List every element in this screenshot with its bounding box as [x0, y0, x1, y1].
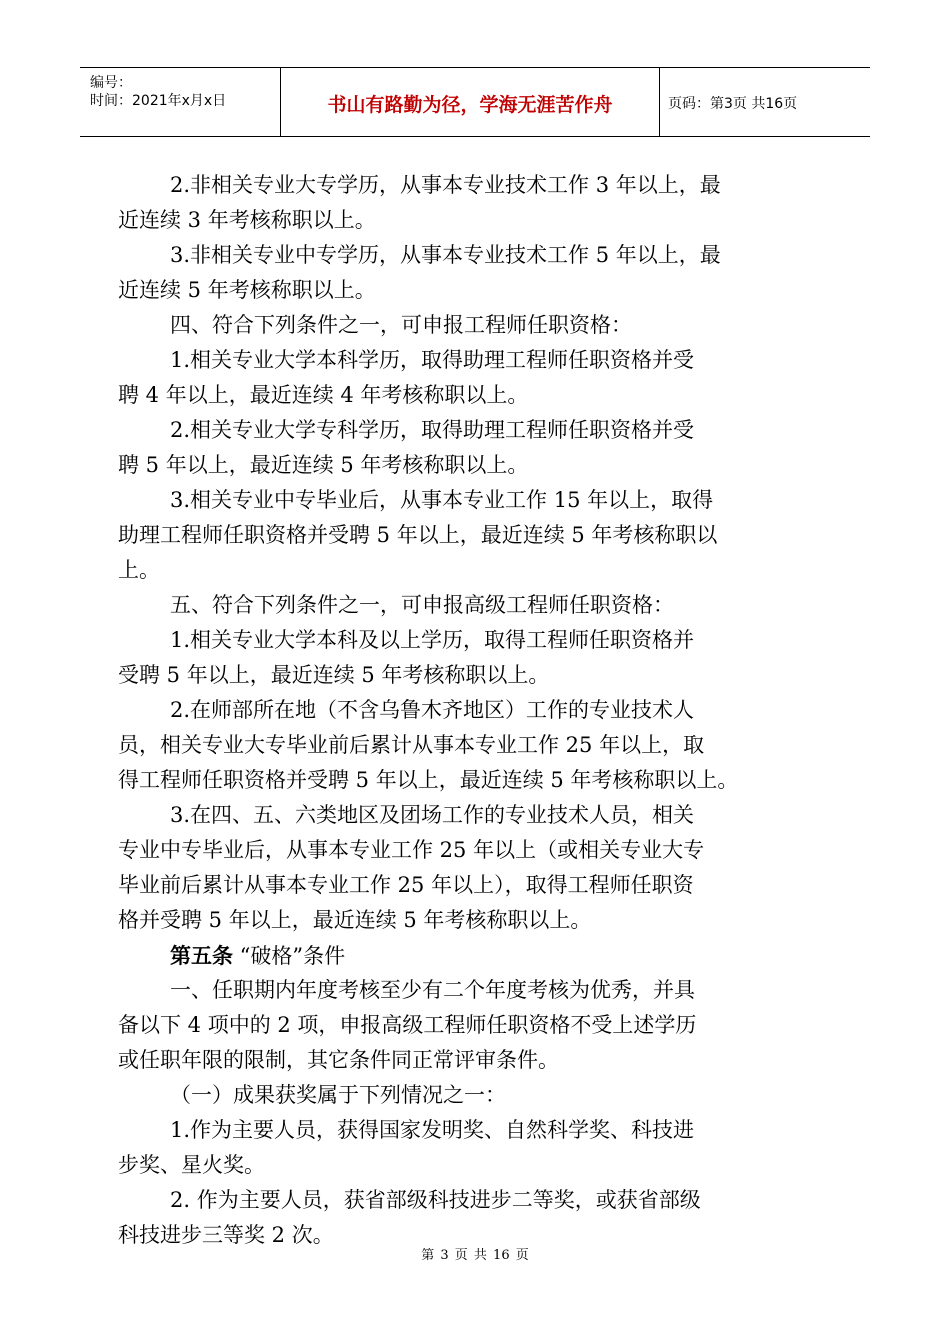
body-line — [118, 553, 832, 588]
body-line-text: 聘 5 年以上，最近连续 5 年考核称职以上。 — [118, 453, 529, 477]
body-line-text: 1.作为主要人员，获得国家发明奖、自然科学奖、科技进 — [170, 1118, 695, 1142]
body-line — [118, 1008, 832, 1043]
body-line-text: 得工程师任职资格并受聘 5 年以上，最近连续 5 年考核称职以上。 — [118, 768, 739, 792]
body-line-text: 近连续 3 年考核称职以上。 — [118, 208, 376, 232]
body-line-text: 备以下 4 项中的 2 项，申报高级工程师任职资格不受上述学历 — [118, 1013, 697, 1037]
date-label: 时间：2021年x月x日 — [90, 93, 227, 109]
serial-label: 编号： — [90, 75, 132, 91]
body-line-text: 3.非相关专业中专学历，从事本专业技术工作 5 年以上，最 — [170, 243, 721, 267]
body-line — [118, 483, 832, 518]
body-line-text: （一）成果获奖属于下列情况之一： — [170, 1083, 506, 1107]
body-line — [118, 798, 832, 833]
body-line-text: 步奖、星火奖。 — [118, 1153, 265, 1177]
body-line — [118, 588, 832, 623]
body-line-text: 3.相关专业中专毕业后，从事本专业工作 15 年以上，取得 — [170, 488, 714, 512]
body-line — [118, 833, 832, 868]
body-line — [118, 1043, 832, 1078]
body-line — [118, 273, 832, 308]
page-footer: 第 3 页 共 16 页 — [421, 1248, 529, 1263]
body-line — [118, 693, 832, 728]
body-line — [118, 343, 832, 378]
body-line-text: 员，相关专业大专毕业前后累计从事本专业工作 25 年以上，取 — [118, 733, 705, 757]
body-line — [118, 1113, 832, 1148]
body-line-text: “破格”条件 — [233, 944, 346, 968]
header-page-cell — [660, 68, 870, 136]
motto-text: 书山有路勤为径，学海无涯苦作舟 — [327, 94, 613, 116]
body-line-text: 2.相关专业大学专科学历，取得助理工程师任职资格并受 — [170, 418, 695, 442]
body-line-text: 2.非相关专业大专学历，从事本专业技术工作 3 年以上，最 — [170, 173, 721, 197]
body-line — [118, 903, 832, 938]
body-line-text: 2.在师部所在地（不含乌鲁木齐地区）工作的专业技术人 — [170, 698, 695, 722]
body-line-text: 近连续 5 年考核称职以上。 — [118, 278, 376, 302]
body-line — [118, 1078, 832, 1113]
article-heading: 第五条 — [170, 943, 233, 968]
header-meta — [80, 68, 281, 136]
body-line — [118, 448, 832, 483]
body-line-text: 专业中专毕业后，从事本专业工作 25 年以上（或相关专业大专 — [118, 838, 705, 862]
body-line-text: 毕业前后累计从事本专业工作 25 年以上），取得工程师任职资 — [118, 873, 694, 897]
body-line — [118, 658, 832, 693]
body-line — [118, 518, 832, 553]
body-line — [118, 413, 832, 448]
body-line-text: 上。 — [118, 558, 160, 582]
body-line-text: 3.在四、五、六类地区及团场工作的专业技术人员，相关 — [170, 803, 695, 827]
body-line-text: 受聘 5 年以上，最近连续 5 年考核称职以上。 — [118, 663, 550, 687]
body-line-text: 助理工程师任职资格并受聘 5 年以上，最近连续 5 年考核称职以 — [118, 523, 718, 547]
body-line — [118, 938, 832, 973]
body-line — [118, 378, 832, 413]
body-line-text: 四、符合下列条件之一，可申报工程师任职资格： — [170, 313, 632, 337]
body-line — [118, 623, 832, 658]
body-line-text: 一、任职期内年度考核至少有二个年度考核为优秀，并具 — [170, 978, 695, 1002]
body-line — [118, 1183, 832, 1218]
body-line — [118, 973, 832, 1008]
body-line — [118, 168, 832, 203]
header-page-label: 页码：第3页 共16页 — [668, 96, 798, 112]
body-line-text: 格并受聘 5 年以上，最近连续 5 年考核称职以上。 — [118, 908, 592, 932]
body-line — [118, 868, 832, 903]
body-line-text: 1.相关专业大学本科学历，取得助理工程师任职资格并受 — [170, 348, 695, 372]
body-line-text: 科技进步三等奖 2 次。 — [118, 1223, 334, 1247]
body-line — [118, 763, 832, 798]
body-line — [118, 238, 832, 273]
body-line — [118, 203, 832, 238]
page-header — [80, 67, 870, 137]
body-line — [118, 308, 832, 343]
body-line-text: 聘 4 年以上，最近连续 4 年考核称职以上。 — [118, 383, 529, 407]
body-line — [118, 728, 832, 763]
body-line-text: 2. 作为主要人员，获省部级科技进步二等奖，或获省部级 — [170, 1188, 701, 1212]
header-motto-cell — [281, 68, 660, 136]
body-line-text: 1.相关专业大学本科及以上学历，取得工程师任职资格并 — [170, 628, 695, 652]
body-line — [118, 1148, 832, 1183]
body-line-text: 五、符合下列条件之一，可申报高级工程师任职资格： — [170, 593, 674, 617]
body-line-text: 或任职年限的限制，其它条件同正常评审条件。 — [118, 1048, 559, 1072]
document-body — [118, 168, 832, 1253]
